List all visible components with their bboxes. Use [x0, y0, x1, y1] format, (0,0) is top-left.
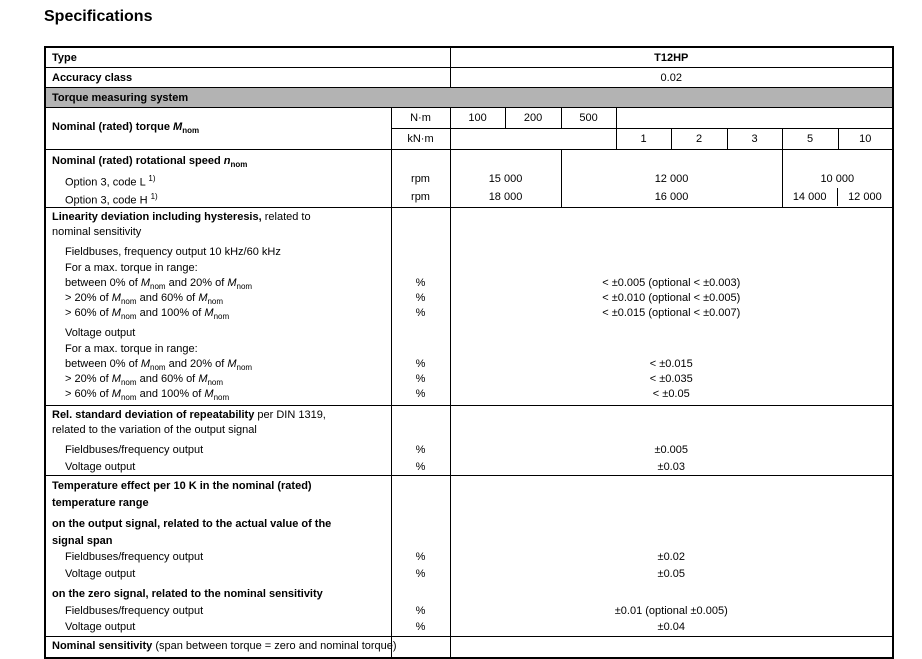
torque-value-500: 500: [561, 108, 616, 129]
symbol-M-subscript: nom: [213, 312, 230, 322]
empty-line: [392, 478, 450, 495]
accuracy-class-label: Accuracy class: [45, 68, 450, 88]
empty-line: [392, 261, 450, 276]
empty-line: [451, 423, 893, 438]
nominal-sensitivity-bold: Nominal sensitivity: [52, 640, 153, 653]
speed-label-cell: [45, 150, 391, 208]
nominal-sensitivity-heading: [52, 639, 397, 654]
accuracy-class-value: 0.02: [450, 68, 893, 88]
symbol-M: M: [111, 291, 121, 304]
unit-percent: %: [415, 551, 426, 564]
linearity-range-intro: For a max. torque in range:: [65, 261, 198, 274]
speed-group1-cell: [450, 150, 561, 208]
row-rotational-speed: [45, 150, 893, 208]
footnote-1-marker: 1): [150, 192, 158, 201]
unit-knm: kN·m: [391, 129, 450, 150]
symbol-M-subscript: nom: [150, 281, 166, 291]
linearity-range-2: [52, 291, 389, 306]
type-value: T12HP: [450, 47, 893, 68]
symbol-M-subscript: nom: [120, 297, 137, 307]
temperature-output-fieldbus-label: Fieldbuses/frequency output: [65, 551, 204, 564]
temperature-heading-line2: temperature range: [52, 496, 149, 509]
torque-value-200: 200: [505, 108, 561, 129]
range-text: between 0% of: [65, 357, 141, 370]
unit-percent: %: [415, 388, 426, 401]
speed-group3-cell: [782, 150, 893, 208]
symbol-M: M: [140, 276, 151, 289]
spec-table: [44, 46, 894, 659]
speed-L-group3: 10 000: [820, 173, 855, 185]
linearity-heading-line2: nominal sensitivity: [52, 226, 142, 239]
temperature-value-cell: [450, 476, 893, 637]
speed-option-L-label: [52, 170, 389, 188]
unit-percent: %: [415, 357, 426, 370]
linearity-range-intro: For a max. torque in range:: [65, 342, 198, 355]
symbol-n: n: [223, 155, 231, 167]
nominal-sensitivity-rest: (span between torque = zero and nominal torque): [152, 640, 397, 653]
symbol-M: M: [111, 307, 121, 320]
empty-line: [392, 152, 450, 170]
temperature-output-voltage-label: Voltage output: [65, 567, 136, 580]
symbol-M-subscript: nom: [236, 281, 253, 291]
repeatability-label-cell: [45, 406, 391, 476]
repeatability-heading-bold: Rel. standard deviation of repeatability: [52, 409, 255, 421]
row-temperature-effect: [45, 476, 893, 637]
empty-line: [392, 533, 450, 550]
empty-line: [451, 225, 893, 240]
torque-value-100: 100: [450, 108, 505, 129]
empty-line: [562, 152, 782, 170]
symbol-M-subscript: nom: [120, 312, 137, 322]
empty-line: [392, 495, 450, 512]
linearity-fieldbus-value-1: < ±0.005 (optional < ±0.003): [602, 276, 741, 289]
symbol-M: M: [198, 291, 208, 304]
nominal-sensitivity-label-cell: [45, 637, 397, 659]
empty-line: [451, 342, 893, 357]
range-text: > 20% of: [65, 372, 112, 385]
speed-option-H-label: [52, 188, 389, 206]
empty-line: [392, 408, 450, 423]
range-text: and 60% of: [136, 372, 199, 385]
speed-heading: [52, 152, 389, 170]
row-linearity: [45, 208, 893, 406]
repeatability-value-cell: [450, 406, 893, 476]
torque-nm-empty-cell: [616, 108, 893, 129]
repeatability-heading-line2: related to the variation of the output signal: [52, 424, 257, 437]
linearity-voltage-value-3: < ±0.05: [652, 388, 690, 401]
unit-percent: %: [415, 604, 426, 617]
empty-line: [392, 586, 450, 603]
range-text: > 20% of: [65, 291, 112, 304]
torque-value-5: 5: [782, 129, 838, 150]
linearity-fieldbus-value-3: < ±0.015 (optional < ±0.007): [602, 307, 741, 320]
symbol-M-subscript: nom: [213, 393, 230, 403]
speed-option-L-text: Option 3, code L: [65, 176, 149, 189]
symbol-M-subscript: nom: [207, 378, 224, 388]
linearity-range-1: [52, 357, 389, 372]
unit-rpm: rpm: [411, 191, 430, 203]
repeatability-heading-line1: [52, 408, 389, 423]
symbol-M: M: [140, 357, 151, 370]
temperature-label-cell: [45, 476, 391, 637]
repeatability-fieldbus-label: Fieldbuses/frequency output: [65, 444, 204, 457]
temperature-zero-signal-heading: on the zero signal, related to the nominal sensitivity: [52, 588, 323, 601]
unit-percent: %: [415, 444, 426, 457]
temperature-heading-line1: Temperature effect per 10 K in the nominal (rated): [52, 480, 312, 493]
symbol-M: M: [227, 357, 237, 370]
empty-line: [451, 326, 893, 341]
unit-rpm: rpm: [411, 173, 430, 185]
linearity-heading-bold: Linearity deviation including hysteresis,: [52, 211, 262, 223]
symbol-M: M: [111, 372, 121, 385]
temperature-output-signal-heading-line2: signal span: [52, 534, 113, 547]
row-repeatability: [45, 406, 893, 476]
unit-percent: %: [415, 276, 426, 289]
empty-line: [392, 326, 450, 341]
linearity-value-cell: [450, 208, 893, 406]
speed-H-group2: 16 000: [654, 191, 689, 203]
type-label: Type: [45, 47, 450, 68]
unit-percent: %: [415, 460, 426, 473]
temperature-output-fieldbus-value: ±0.02: [657, 551, 685, 564]
temperature-zero-voltage-label: Voltage output: [65, 621, 136, 634]
symbol-M-subscript: nom: [150, 362, 166, 372]
row-nominal-sensitivity-clipped: [45, 637, 893, 659]
footnote-1-marker: 1): [148, 174, 156, 183]
nominal-sensitivity-unit-cell: [391, 637, 450, 659]
linearity-range-3: [52, 387, 389, 402]
empty-line: [451, 516, 893, 533]
range-text: and 100% of: [136, 307, 205, 320]
unit-percent: %: [415, 372, 426, 385]
speed-option-H-text: Option 3, code H: [65, 194, 151, 207]
speed-L-group2: 12 000: [654, 173, 689, 185]
temperature-output-signal-heading-line1: on the output signal, related to the actual value of the: [52, 518, 332, 531]
symbol-M-subscript: nom: [207, 297, 224, 307]
linearity-voltage-value-2: < ±0.035: [649, 372, 693, 385]
repeatability-heading-rest: per DIN 1319,: [254, 409, 326, 421]
symbol-M: M: [173, 121, 183, 134]
empty-line: [392, 516, 450, 533]
range-text: and 100% of: [136, 388, 205, 401]
torque-value-1: 1: [616, 129, 671, 150]
repeatability-voltage-label: Voltage output: [65, 460, 136, 473]
symbol-M: M: [227, 276, 237, 289]
temperature-zero-fieldbus-value: ±0.01 (optional ±0.005): [614, 604, 728, 617]
temperature-zero-fieldbus-label: Fieldbuses/frequency output: [65, 604, 204, 617]
symbol-M: M: [198, 372, 208, 385]
linearity-range-2: [52, 372, 389, 387]
linearity-heading-rest: related to: [261, 211, 311, 223]
linearity-voltage-value-1: < ±0.015: [649, 357, 693, 370]
linearity-range-1: [52, 276, 389, 291]
temperature-unit-cell: [391, 476, 450, 637]
empty-line: [451, 152, 561, 170]
symbol-M-subscript: nom: [236, 362, 253, 372]
linearity-fieldbus-value-2: < ±0.010 (optional < ±0.005): [602, 291, 741, 304]
linearity-unit-cell: [391, 208, 450, 406]
speed-group2-cell: [561, 150, 782, 208]
speed-H-group1: 18 000: [488, 191, 523, 203]
nominal-torque-label-text: Nominal (rated) torque: [52, 121, 174, 134]
range-text: and 20% of: [165, 357, 228, 370]
linearity-fieldbus-line: Fieldbuses, frequency output 10 kHz/60 kHz: [65, 246, 281, 259]
symbol-M-subscript: nom: [182, 126, 200, 136]
unit-percent: %: [415, 307, 426, 320]
symbol-n-subscript: nom: [230, 160, 248, 170]
linearity-voltage-line: Voltage output: [65, 327, 136, 340]
empty-line: [451, 245, 893, 260]
range-text: and 20% of: [165, 276, 228, 289]
linearity-range-3: [52, 306, 389, 321]
temperature-output-voltage-value: ±0.05: [657, 567, 685, 580]
range-text: > 60% of: [65, 388, 112, 401]
symbol-M: M: [204, 388, 214, 401]
speed-L-group1: 15 000: [488, 173, 523, 185]
nominal-torque-label: [45, 108, 391, 150]
linearity-heading-line1: [52, 210, 389, 225]
repeatability-voltage-value: ±0.03: [657, 460, 685, 473]
torque-value-2: 2: [671, 129, 727, 150]
empty-line: [451, 533, 893, 550]
empty-line: [392, 245, 450, 260]
row-section-torque-measuring-system: [45, 88, 893, 108]
empty-line: [392, 423, 450, 438]
empty-line: [451, 586, 893, 603]
empty-line: [392, 225, 450, 240]
empty-line: [392, 342, 450, 357]
symbol-M: M: [111, 388, 121, 401]
page-title: Specifications: [44, 8, 153, 25]
section-header-torque-measuring-system: Torque measuring system: [45, 88, 893, 108]
linearity-label-cell: [45, 208, 391, 406]
speed-H-group3-left: 14 000: [792, 191, 827, 203]
unit-nm: N·m: [391, 108, 450, 129]
torque-value-3: 3: [727, 129, 782, 150]
empty-line: [451, 495, 893, 512]
symbol-M-subscript: nom: [120, 378, 137, 388]
range-text: between 0% of: [65, 276, 141, 289]
speed-H-group3-right: 12 000: [837, 188, 892, 206]
range-text: and 60% of: [136, 291, 199, 304]
repeatability-fieldbus-value: ±0.005: [654, 444, 689, 457]
nominal-sensitivity-value-cell: [450, 637, 893, 659]
unit-percent: %: [415, 291, 426, 304]
empty-line: [451, 478, 893, 495]
temperature-zero-voltage-value: ±0.04: [657, 621, 685, 634]
empty-line: [451, 408, 893, 423]
empty-line: [451, 210, 893, 225]
row-nominal-torque-nm: [45, 108, 893, 129]
row-accuracy-class: [45, 68, 893, 88]
repeatability-unit-cell: [391, 406, 450, 476]
torque-knm-empty-cell: [450, 129, 616, 150]
unit-percent: %: [415, 567, 426, 580]
symbol-M: M: [204, 307, 214, 320]
range-text: > 60% of: [65, 307, 112, 320]
row-type: [45, 47, 893, 68]
speed-unit-cell: [391, 150, 450, 208]
speed-H-group3: [783, 188, 893, 206]
symbol-M-subscript: nom: [120, 393, 137, 403]
torque-value-10: 10: [838, 129, 893, 150]
empty-line: [783, 152, 893, 170]
speed-heading-text: Nominal (rated) rotational speed: [52, 155, 224, 167]
unit-percent: %: [415, 621, 426, 634]
empty-line: [392, 210, 450, 225]
empty-line: [451, 261, 893, 276]
